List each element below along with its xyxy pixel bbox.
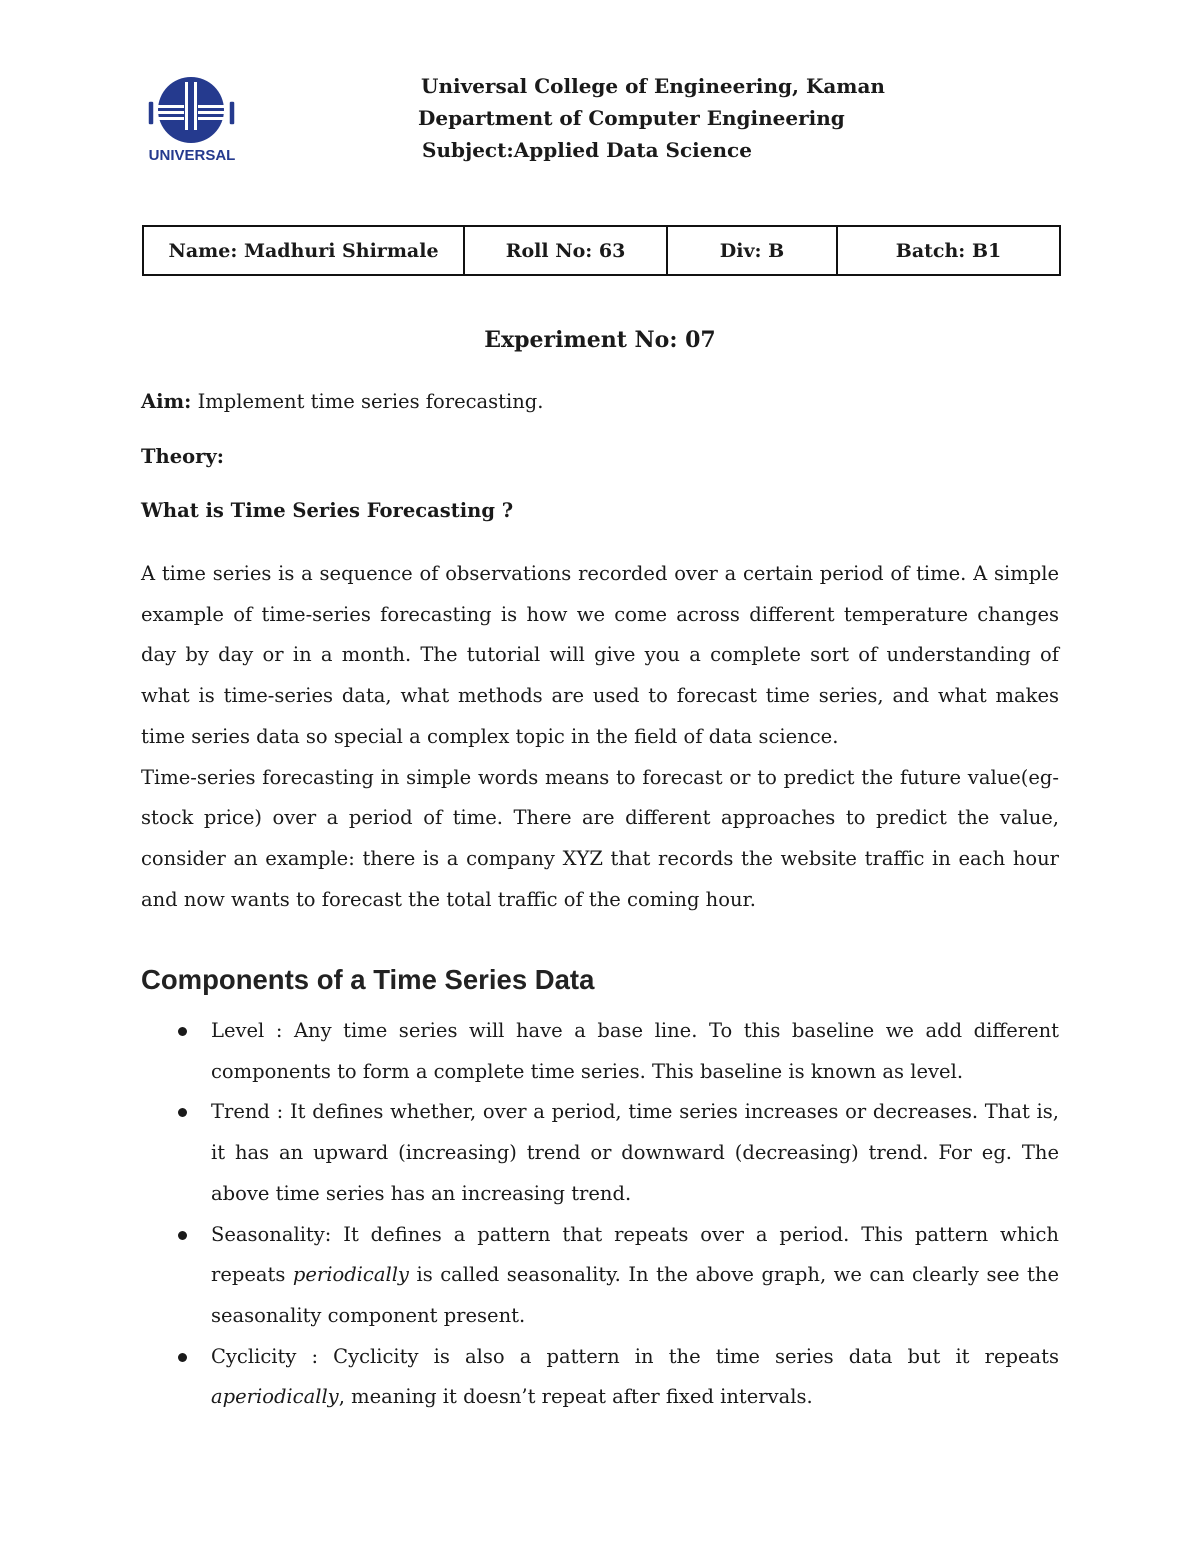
cyclicity-text: Cyclicity : Cyclicity is also a pattern in the time series data but it repeats <box>211 1344 1059 1368</box>
list-item-level: Level : Any time series will have a base line. To this baseline we add different components to form a complete time series. This baseline is known as level. <box>211 1011 1059 1092</box>
logo-text: UNIVERSAL <box>148 147 236 164</box>
college-logo <box>146 76 238 164</box>
theory-paragraphs <box>141 554 1059 920</box>
list-item-cyclicity <box>211 1337 1059 1418</box>
seasonality-emphasis: periodically <box>292 1263 409 1287</box>
paragraph: Time-series forecasting in simple words means to forecast or to predict the future value(eg-stock price) over a period of time. There are different approaches to predict the value, consider an example: there is a company XYZ that records the website traffic in each hour and now wants to forecast the total traffic of the coming hour. <box>141 765 1059 911</box>
roll-number: Roll No: 63 <box>464 226 667 275</box>
question-heading: What is Time Series Forecasting ? <box>141 499 514 522</box>
section-heading: Components of a Time Series Data <box>141 964 595 995</box>
cyclicity-emphasis: aperiodically <box>211 1385 339 1409</box>
student-name: Name: Madhuri Shirmale <box>143 226 464 275</box>
list-item-trend: Trend : It defines whether, over a period, time series increases or decreases. That is, it has an upward (increasing) trend or downward (decreasing) trend. For eg. The above time series has an increasing trend. <box>211 1092 1059 1214</box>
division: Div: B <box>667 226 837 275</box>
universal-logo-icon <box>146 76 238 164</box>
experiment-title: Experiment No: 07 <box>484 327 716 353</box>
seasonality-text: Seasonality: It defines a pattern that repeats over a period. This pattern which repeats <box>211 1222 1059 1287</box>
college-name: Universal College of Engineering, Kaman <box>421 74 885 98</box>
student-info-table <box>142 225 1061 276</box>
student-info-row <box>143 226 1060 275</box>
components-list <box>211 1011 1059 1418</box>
aim-line <box>141 390 1059 413</box>
theory-heading: Theory: <box>141 445 224 468</box>
aim-text: Implement time series forecasting. <box>191 390 544 413</box>
aim-label: Aim: <box>141 390 192 413</box>
subject-name: Subject:Applied Data Science <box>422 138 752 162</box>
paragraph: A time series is a sequence of observations recorded over a certain period of time. A simple example of time-series forecasting is how we come across different temperature changes day by day or in a month. The tutorial will give you a complete sort of understanding of what is time-series data, what methods are used to forecast time series, and what makes time series data so special a complex topic in the field of data science. <box>141 562 1059 748</box>
college-header <box>418 70 885 166</box>
list-item-seasonality <box>211 1215 1059 1337</box>
batch: Batch: B1 <box>837 226 1060 275</box>
department-name: Department of Computer Engineering <box>418 106 845 130</box>
seasonality-text-end: is called seasonality. In the above graph, we can clearly see the seasonality component present. <box>211 1263 1059 1327</box>
cyclicity-text-end: , meaning it doesn’t repeat after fixed intervals. <box>338 1385 813 1409</box>
